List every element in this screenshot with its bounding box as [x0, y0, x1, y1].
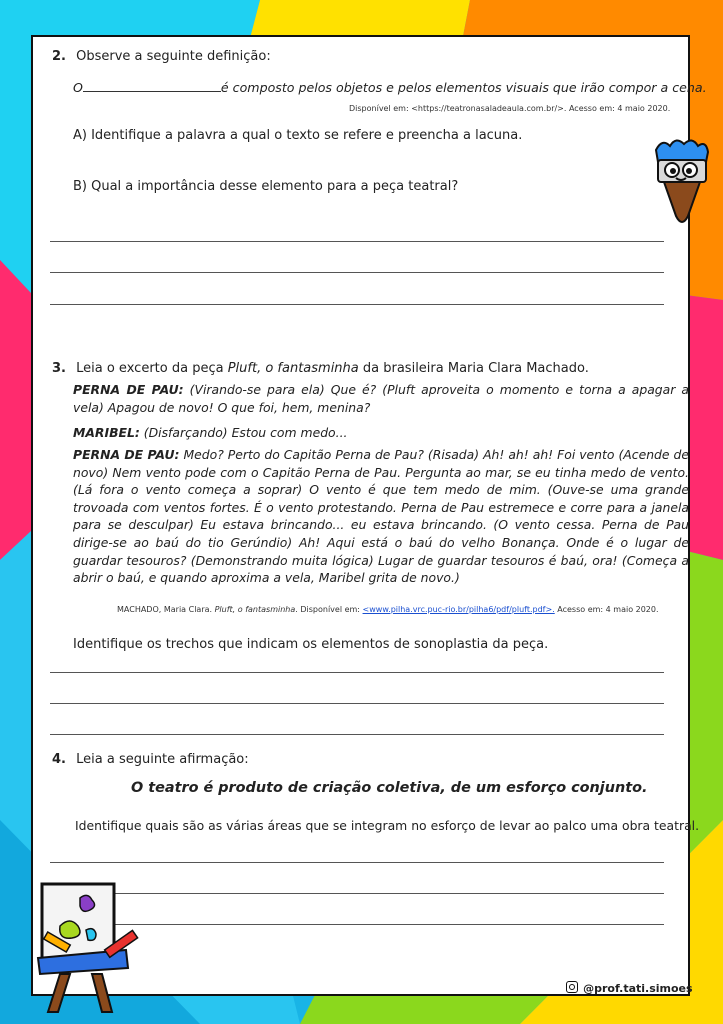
- q3-intro-pre: Leia o excerto da peça: [76, 361, 228, 376]
- paintbrush-mascot-icon: [648, 136, 716, 228]
- q3-speaker-1: PERNA DE PAU:: [73, 382, 184, 397]
- q2-prompt: Observe a seguinte definição:: [76, 49, 271, 64]
- q4-answer-line-1[interactable]: [50, 862, 664, 863]
- easel-painting-icon: [30, 878, 140, 1014]
- q4-number: 4.: [52, 752, 66, 767]
- q3-answer-line-1[interactable]: [50, 672, 664, 673]
- q2-answer-line-3[interactable]: [50, 304, 664, 305]
- q3-speech-2-text: (Disfarçando) Estou com medo...: [139, 425, 348, 440]
- q4-heading: [52, 752, 249, 767]
- q3-speech-1-text: (Virando-se para ela) Que é? (Pluft aproveita o momento e torna a apagar a vela) Apagou de novo! O que foi, hem, menina?: [73, 382, 689, 415]
- q2-blank-field[interactable]: [83, 80, 221, 92]
- q4-prompt: Leia a seguinte afirmação:: [76, 752, 249, 767]
- q2-answer-line-2[interactable]: [50, 272, 664, 273]
- q2-item-a: A) Identifique a palavra a qual o texto se refere e preencha a lacuna.: [73, 128, 523, 143]
- instagram-handle-text: @prof.tati.simoes: [583, 982, 693, 995]
- q4-answer-line-2[interactable]: [50, 893, 664, 894]
- q3-play-title: Pluft, o fantasminha: [227, 361, 359, 376]
- q2-def-start: O: [73, 80, 83, 95]
- q2-heading: [52, 49, 271, 64]
- q3-ref-available: . Disponível em:: [295, 605, 363, 614]
- q2-source: [349, 104, 670, 113]
- q3-task: Identifique os trechos que indicam os elementos de sonoplastia da peça.: [73, 637, 549, 652]
- q2-answer-line-1[interactable]: [50, 241, 664, 242]
- q3-intro-post: da brasileira Maria Clara Machado.: [358, 361, 589, 376]
- instagram-handle: [566, 977, 693, 996]
- q3-speech-2: [73, 424, 689, 442]
- q2-source-label: Disponível em: <https://teatronasaladeaula.com.br/>. Acesso em:: [349, 104, 615, 113]
- q3-heading: [52, 361, 589, 376]
- q2-definition: [73, 80, 707, 95]
- q3-reference: [117, 605, 659, 614]
- q4-task: Identifique quais são as várias áreas que se integram no esforço de levar ao palco uma obra teatral.: [75, 818, 700, 833]
- q4-quote: O teatro é produto de criação coletiva, de um esforço conjunto.: [131, 780, 648, 796]
- q2-def-rest: é composto pelos objetos e pelos elementos visuais que irão compor a cena.: [220, 80, 707, 95]
- q4-answer-line-3[interactable]: [50, 924, 664, 925]
- q3-answer-line-2[interactable]: [50, 703, 664, 704]
- q3-speech-1: [73, 381, 689, 416]
- q3-ref-link[interactable]: <www.pilha.vrc.puc-rio.br/pilha6/pdf/pluft.pdf>.: [362, 605, 555, 614]
- q3-number: 3.: [52, 361, 66, 376]
- q3-ref-title: Pluft, o fantasminha: [214, 605, 296, 614]
- q2-number: 2.: [52, 49, 66, 64]
- q3-speaker-3: PERNA DE PAU:: [73, 447, 180, 462]
- q3-speech-3: [73, 446, 689, 587]
- q3-ref-author: MACHADO, Maria Clara.: [117, 605, 215, 614]
- q3-speech-3-text: Medo? Perto do Capitão Perna de Pau? (Risada) Ah! ah! ah! Foi vento (Acende de novo) Nem vento pode com o Capitão Perna de Pau. Pergunta ao mar, se eu tinha medo de vento. (Lá fora o vento começa a soprar) O vento é que tem medo de mim. (Ouve-se uma grande trovoada com ventos fortes. É o vento protestando. Perna de Pau estremece e corre para a janela para se desculpar) Eu estava brincando... eu estava brincando. (O vento cessa. Perna de Pau dirige-se ao baú do tio Gerúndio) Ah! Aqui está o baú do velho Bonança. Onde é o lugar de guardar tesouros? (Demonstrando muita lógica) Lugar de guardar tesouros é baú, ora! (Começa a abrir o baú, e quando aproxima a vela, Maribel grita de novo.): [73, 447, 689, 586]
- q3-speaker-2: MARIBEL:: [73, 425, 140, 440]
- q2-item-b: B) Qual a importância desse elemento para a peça teatral?: [73, 179, 459, 194]
- q2-source-date: 4 maio 2020.: [617, 104, 671, 113]
- q3-ref-access: Acesso em: 4 maio 2020.: [554, 605, 659, 614]
- q3-answer-line-3[interactable]: [50, 734, 664, 735]
- instagram-icon: [566, 981, 578, 993]
